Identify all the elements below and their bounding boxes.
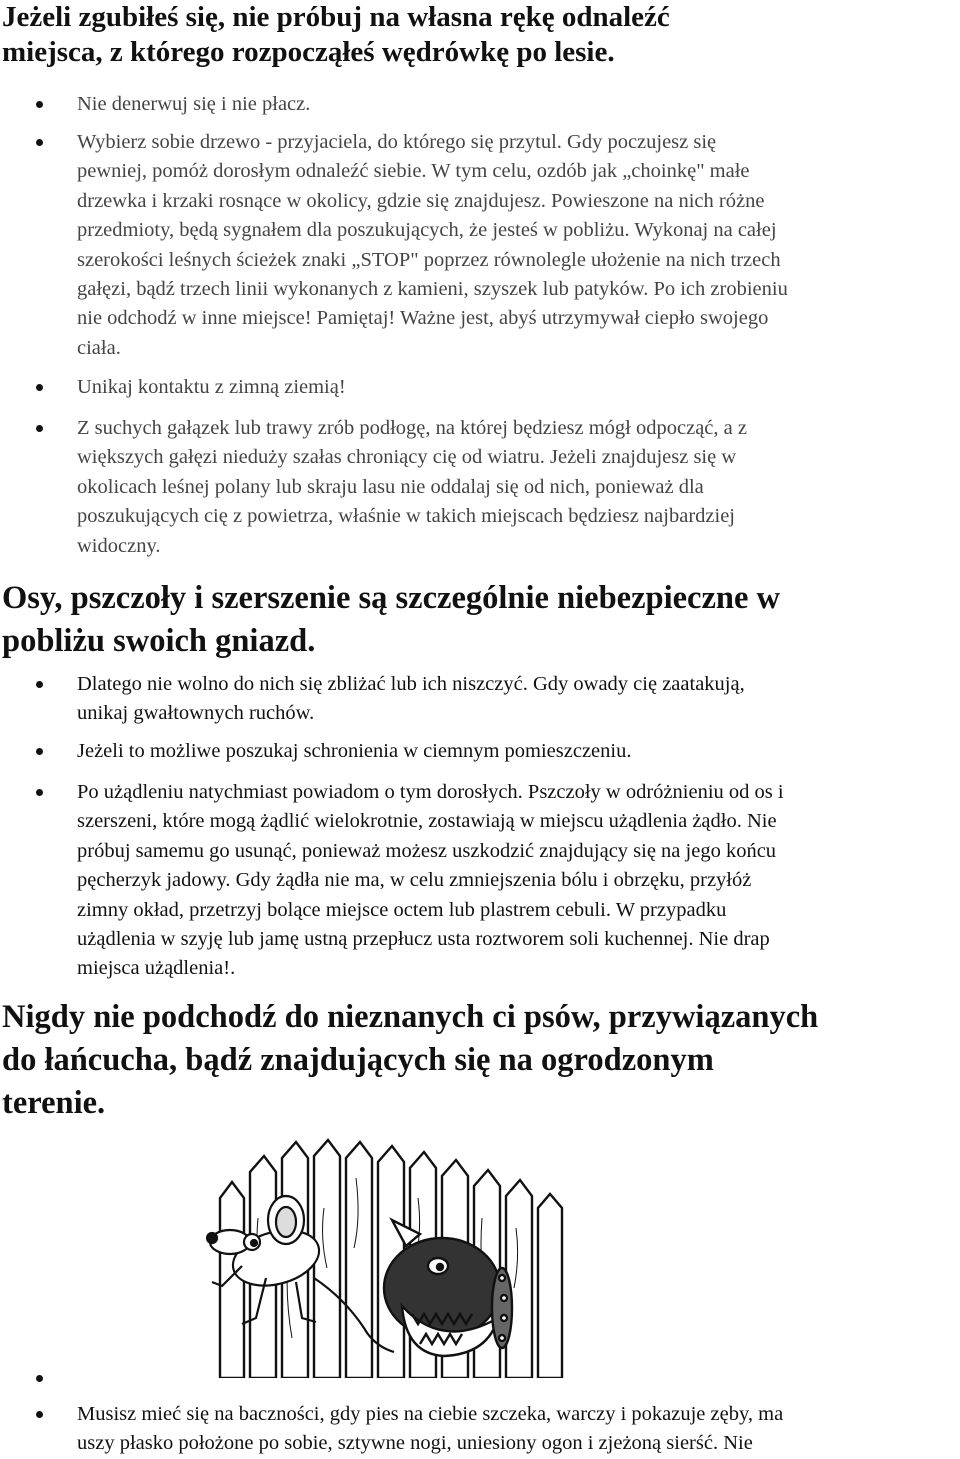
- list-item-text: [77, 1400, 783, 1459]
- heading-line: miejsca, z którego rozpocząłeś wędrówkę po lesie.: [2, 36, 615, 68]
- list-item-text: [77, 128, 788, 363]
- text-line: Z suchych gałązek lub trawy zrób podłogę, na której będziesz mógł odpocząć, a z: [77, 417, 747, 439]
- heading-lost: [2, 0, 670, 70]
- list-item-text: [77, 414, 747, 561]
- text-line: okolicach leśnej polany lub skraju lasu nie oddalaj się od nich, ponieważ dla: [77, 475, 704, 498]
- text-line: przedmioty, będą sygnałem dla poszukujących, że jesteś w pobliżu. Wykonaj na całej: [77, 219, 777, 242]
- heading-line: terenie.: [2, 1085, 106, 1121]
- text-line: pęcherzyk jadowy. Gdy żądła nie ma, w celu zmniejszenia bólu i obrzęku, przyłóż: [77, 869, 752, 892]
- dog-fence-illustration: [206, 1138, 566, 1378]
- text-line: ciała.: [77, 336, 121, 359]
- bullet-icon: [36, 1411, 43, 1418]
- list-item-text: [77, 90, 310, 119]
- bullet-icon: [36, 101, 43, 108]
- bullet-icon: [36, 748, 43, 755]
- text-line: poszukujących cię z powietrza, właśnie w takich miejscach będziesz najbardziej: [77, 505, 735, 528]
- text-line: szerokości leśnych ścieżek znaki „STOP" poprzez równolegle ułożenie na nich trzech: [77, 248, 781, 271]
- text-line: użądlenia w szyję lub jamę ustną przepłucz usta roztworem soli kuchennej. Nie drap: [77, 928, 770, 951]
- bullet-icon: [36, 425, 43, 432]
- heading-line: Osy, pszczoły i szerszenie są szczególnie niebezpieczne w: [2, 580, 781, 616]
- heading-dogs: [2, 996, 818, 1125]
- text-line: pewniej, pomóż dorosłym odnaleźć siebie. W tym celu, ozdób jak „choinkę" małe: [77, 160, 750, 183]
- text-line: unikaj gwałtownych ruchów.: [77, 702, 315, 725]
- heading-line: Nigdy nie podchodź do nieznanych ci psów, przywiązanych: [2, 999, 819, 1035]
- heading-line: pobliżu swoich gniazd.: [2, 623, 316, 659]
- heading-wasps: [2, 577, 780, 663]
- text-line: zimny okład, przetrzyj bolące miejsce octem lub plastrem cebuli. W przypadku: [77, 898, 727, 921]
- text-line: próbuj samemu go usunąć, ponieważ możesz uszkodzić znajdujący się na jego końcu: [77, 839, 777, 862]
- text-line: drzewka i krzaki rosnące w okolicy, gdzie się znajdujesz. Powieszone na nich różne: [77, 189, 765, 212]
- text-line: Po użądleniu natychmiast powiadom o tym dorosłych. Pszczoły w odróżnieniu od os i: [77, 781, 784, 803]
- list-item-text: [77, 670, 745, 729]
- text-line: Dlatego nie wolno do nich się zbliżać lub ich niszczyć. Gdy owady cię zaatakują,: [77, 673, 745, 695]
- bullet-icon: [36, 681, 43, 688]
- text-line: szerszeni, które mogą żądlić wielokrotnie, zostawiają w miejscu użądlenia żądło. Nie: [77, 810, 777, 833]
- text-line: Nie denerwuj się i nie płacz.: [77, 93, 311, 115]
- text-line: Musisz mieć się na baczności, gdy pies na ciebie szczeka, warczy i pokazuje zęby, ma: [77, 1403, 784, 1425]
- list-item-text: [77, 737, 631, 766]
- text-line: miejsca użądlenia!.: [77, 957, 236, 980]
- list-item-text: [77, 373, 346, 402]
- text-line: Unikaj kontaktu z zimną ziemią!: [77, 376, 346, 398]
- bullet-icon: [36, 1375, 43, 1382]
- list-item-text: [77, 778, 784, 984]
- text-line: większych gałęzi nieduży szałas chroniący cię od wiatru. Jeżeli znajdujesz się w: [77, 446, 737, 469]
- bullet-icon: [36, 789, 43, 796]
- bullet-icon: [36, 139, 43, 146]
- text-line: gałęzi, bądź trzech linii wykonanych z kamieni, szyszek lub patyków. Po ich zrobieniu: [77, 278, 788, 301]
- text-line: Jeżeli to możliwe poszukaj schronienia w ciemnym pomieszczeniu.: [77, 740, 632, 762]
- heading-line: Jeżeli zgubiłeś się, nie próbuj na własna rękę odnaleźć: [2, 1, 670, 33]
- text-line: Wybierz sobie drzewo - przyjaciela, do którego się przytul. Gdy poczujesz się: [77, 131, 717, 153]
- heading-line: do łańcucha, bądź znajdujących się na ogrodzonym: [2, 1042, 714, 1078]
- text-line: widoczny.: [77, 534, 161, 557]
- text-line: uszy płasko położone po sobie, sztywne nogi, uniesiony ogon i zjeżoną sierść. Nie: [77, 1432, 753, 1455]
- text-line: nie odchodź w inne miejsce! Pamiętaj! Ważne jest, abyś utrzymywał ciepło swojego: [77, 307, 769, 330]
- bullet-icon: [36, 384, 43, 391]
